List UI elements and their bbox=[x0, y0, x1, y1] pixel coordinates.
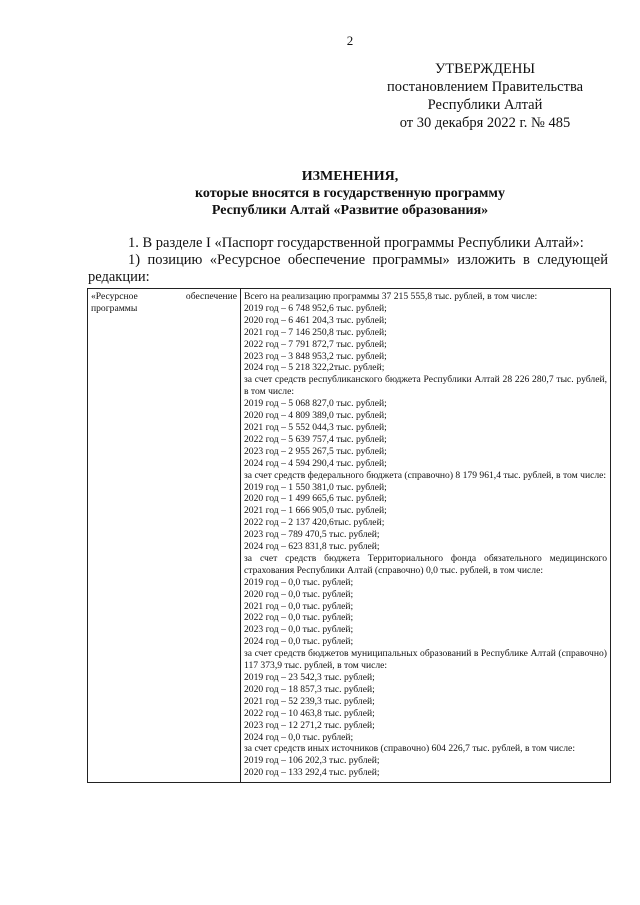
content-heading: за счет средств бюджета Территориального фонда обязательного медицинского страхования Республики Алтай (справочно) 0,0 тыс. рублей, в том числе: bbox=[244, 552, 607, 576]
content-line: 2024 год – 4 594 290,4 тыс. рублей; bbox=[244, 457, 387, 469]
content-line: 2020 год – 0,0 тыс. рублей; bbox=[244, 588, 354, 600]
content-line: 2022 год – 2 137 420,6тыс. рублей; bbox=[244, 517, 385, 529]
content-line: 2020 год – 4 809 389,0 тыс. рублей; bbox=[244, 410, 387, 422]
table-cell-content bbox=[241, 289, 611, 783]
content-line: 2021 год – 5 552 044,3 тыс. рублей; bbox=[244, 421, 387, 433]
content-line: 2023 год – 3 848 953,2 тыс. рублей; bbox=[244, 350, 387, 362]
content-line: 2023 год – 0,0 тыс. рублей; bbox=[244, 624, 354, 636]
title-line: Республики Алтай «Развитие образования» bbox=[211, 203, 489, 218]
approval-block bbox=[380, 60, 590, 132]
content-line: 2024 год – 0,0 тыс. рублей; bbox=[244, 731, 354, 743]
content-line: 2021 год – 0,0 тыс. рублей; bbox=[244, 600, 354, 612]
approval-heading: УТВЕРЖДЕНЫ bbox=[434, 61, 536, 77]
cell-label-line: «Ресурсное обеспечение bbox=[91, 291, 237, 302]
content-line: 2021 год – 7 146 250,8 тыс. рублей; bbox=[244, 326, 387, 338]
title-line: ИЗМЕНЕНИЯ, bbox=[301, 169, 399, 184]
approval-line: Республики Алтай bbox=[427, 97, 543, 113]
content-line: 2019 год – 5 068 827,0 тыс. рублей; bbox=[244, 398, 387, 410]
approval-date: от 30 декабря 2022 г. № 485 bbox=[399, 115, 571, 131]
resource-table bbox=[87, 288, 611, 783]
paragraph-item-1: 1) позицию «Ресурсное обеспечение программы» изложить в следующей редакции: bbox=[88, 252, 608, 285]
document-title bbox=[140, 168, 560, 219]
content-line: 2022 год – 7 791 872,7 тыс. рублей; bbox=[244, 338, 387, 350]
content-line: 2020 год – 133 292,4 тыс. рублей; bbox=[244, 767, 380, 779]
content-line: 2020 год – 6 461 204,3 тыс. рублей; bbox=[244, 314, 387, 326]
paragraph-section-1: 1. В разделе I «Паспорт государственной программы Республики Алтай»: bbox=[128, 235, 584, 251]
content-line: 2023 год – 789 470,5 тыс. рублей; bbox=[244, 529, 380, 541]
content-line: 2019 год – 1 550 381,0 тыс. рублей; bbox=[244, 481, 387, 493]
content-line: 2024 год – 0,0 тыс. рублей; bbox=[244, 636, 354, 648]
content-line: 2019 год – 6 748 952,6 тыс. рублей; bbox=[244, 302, 387, 314]
content-line: 2019 год – 106 202,3 тыс. рублей; bbox=[244, 755, 380, 767]
content-line: 2023 год – 12 271,2 тыс. рублей; bbox=[244, 719, 375, 731]
content-line: 2019 год – 23 542,3 тыс. рублей; bbox=[244, 672, 375, 683]
content-line: 2022 год – 10 463,8 тыс. рублей; bbox=[244, 707, 375, 719]
content-line: 2023 год – 2 955 267,5 тыс. рублей; bbox=[244, 445, 387, 457]
content-line: 2019 год – 0,0 тыс. рублей; bbox=[244, 576, 354, 588]
content-line: 2020 год – 1 499 665,6 тыс. рублей; bbox=[244, 493, 387, 505]
content-heading: за счет средств бюджетов муниципальных образований в Республике Алтай (справочно) 117 373,9 тыс. рублей, в том числе: bbox=[244, 648, 607, 672]
content-heading: за счет средств республиканского бюджета Республики Алтай 28 226 280,7 тыс. рублей, в том числе: bbox=[244, 374, 607, 398]
approval-line: постановлением Правительства bbox=[386, 79, 584, 95]
cell-label-line: программы bbox=[91, 302, 138, 314]
page-number: 2 bbox=[346, 33, 354, 48]
content-line: 2024 год – 5 218 322,2тыс. рублей; bbox=[244, 362, 385, 374]
content-line: 2022 год – 0,0 тыс. рублей; bbox=[244, 612, 354, 624]
table-row bbox=[88, 289, 611, 783]
content-heading: за счет средств иных источников (справочно) 604 226,7 тыс. рублей, в том числе: bbox=[244, 743, 575, 755]
content-line: 2021 год – 1 666 905,0 тыс. рублей; bbox=[244, 505, 387, 517]
title-line: которые вносятся в государственную программу bbox=[195, 186, 505, 201]
content-heading: за счет средств федерального бюджета (справочно) 8 179 961,4 тыс. рублей, в том числе: bbox=[244, 469, 607, 481]
content-line: 2022 год – 5 639 757,4 тыс. рублей; bbox=[244, 433, 387, 445]
table-cell-label bbox=[88, 289, 241, 783]
content-line: 2020 год – 18 857,3 тыс. рублей; bbox=[244, 683, 375, 695]
content-line: 2024 год – 623 831,8 тыс. рублей; bbox=[244, 541, 380, 553]
content-line: 2021 год – 52 239,3 тыс. рублей; bbox=[244, 695, 375, 707]
content-line: Всего на реализацию программы 37 215 555,8 тыс. рублей, в том числе: bbox=[244, 291, 538, 302]
